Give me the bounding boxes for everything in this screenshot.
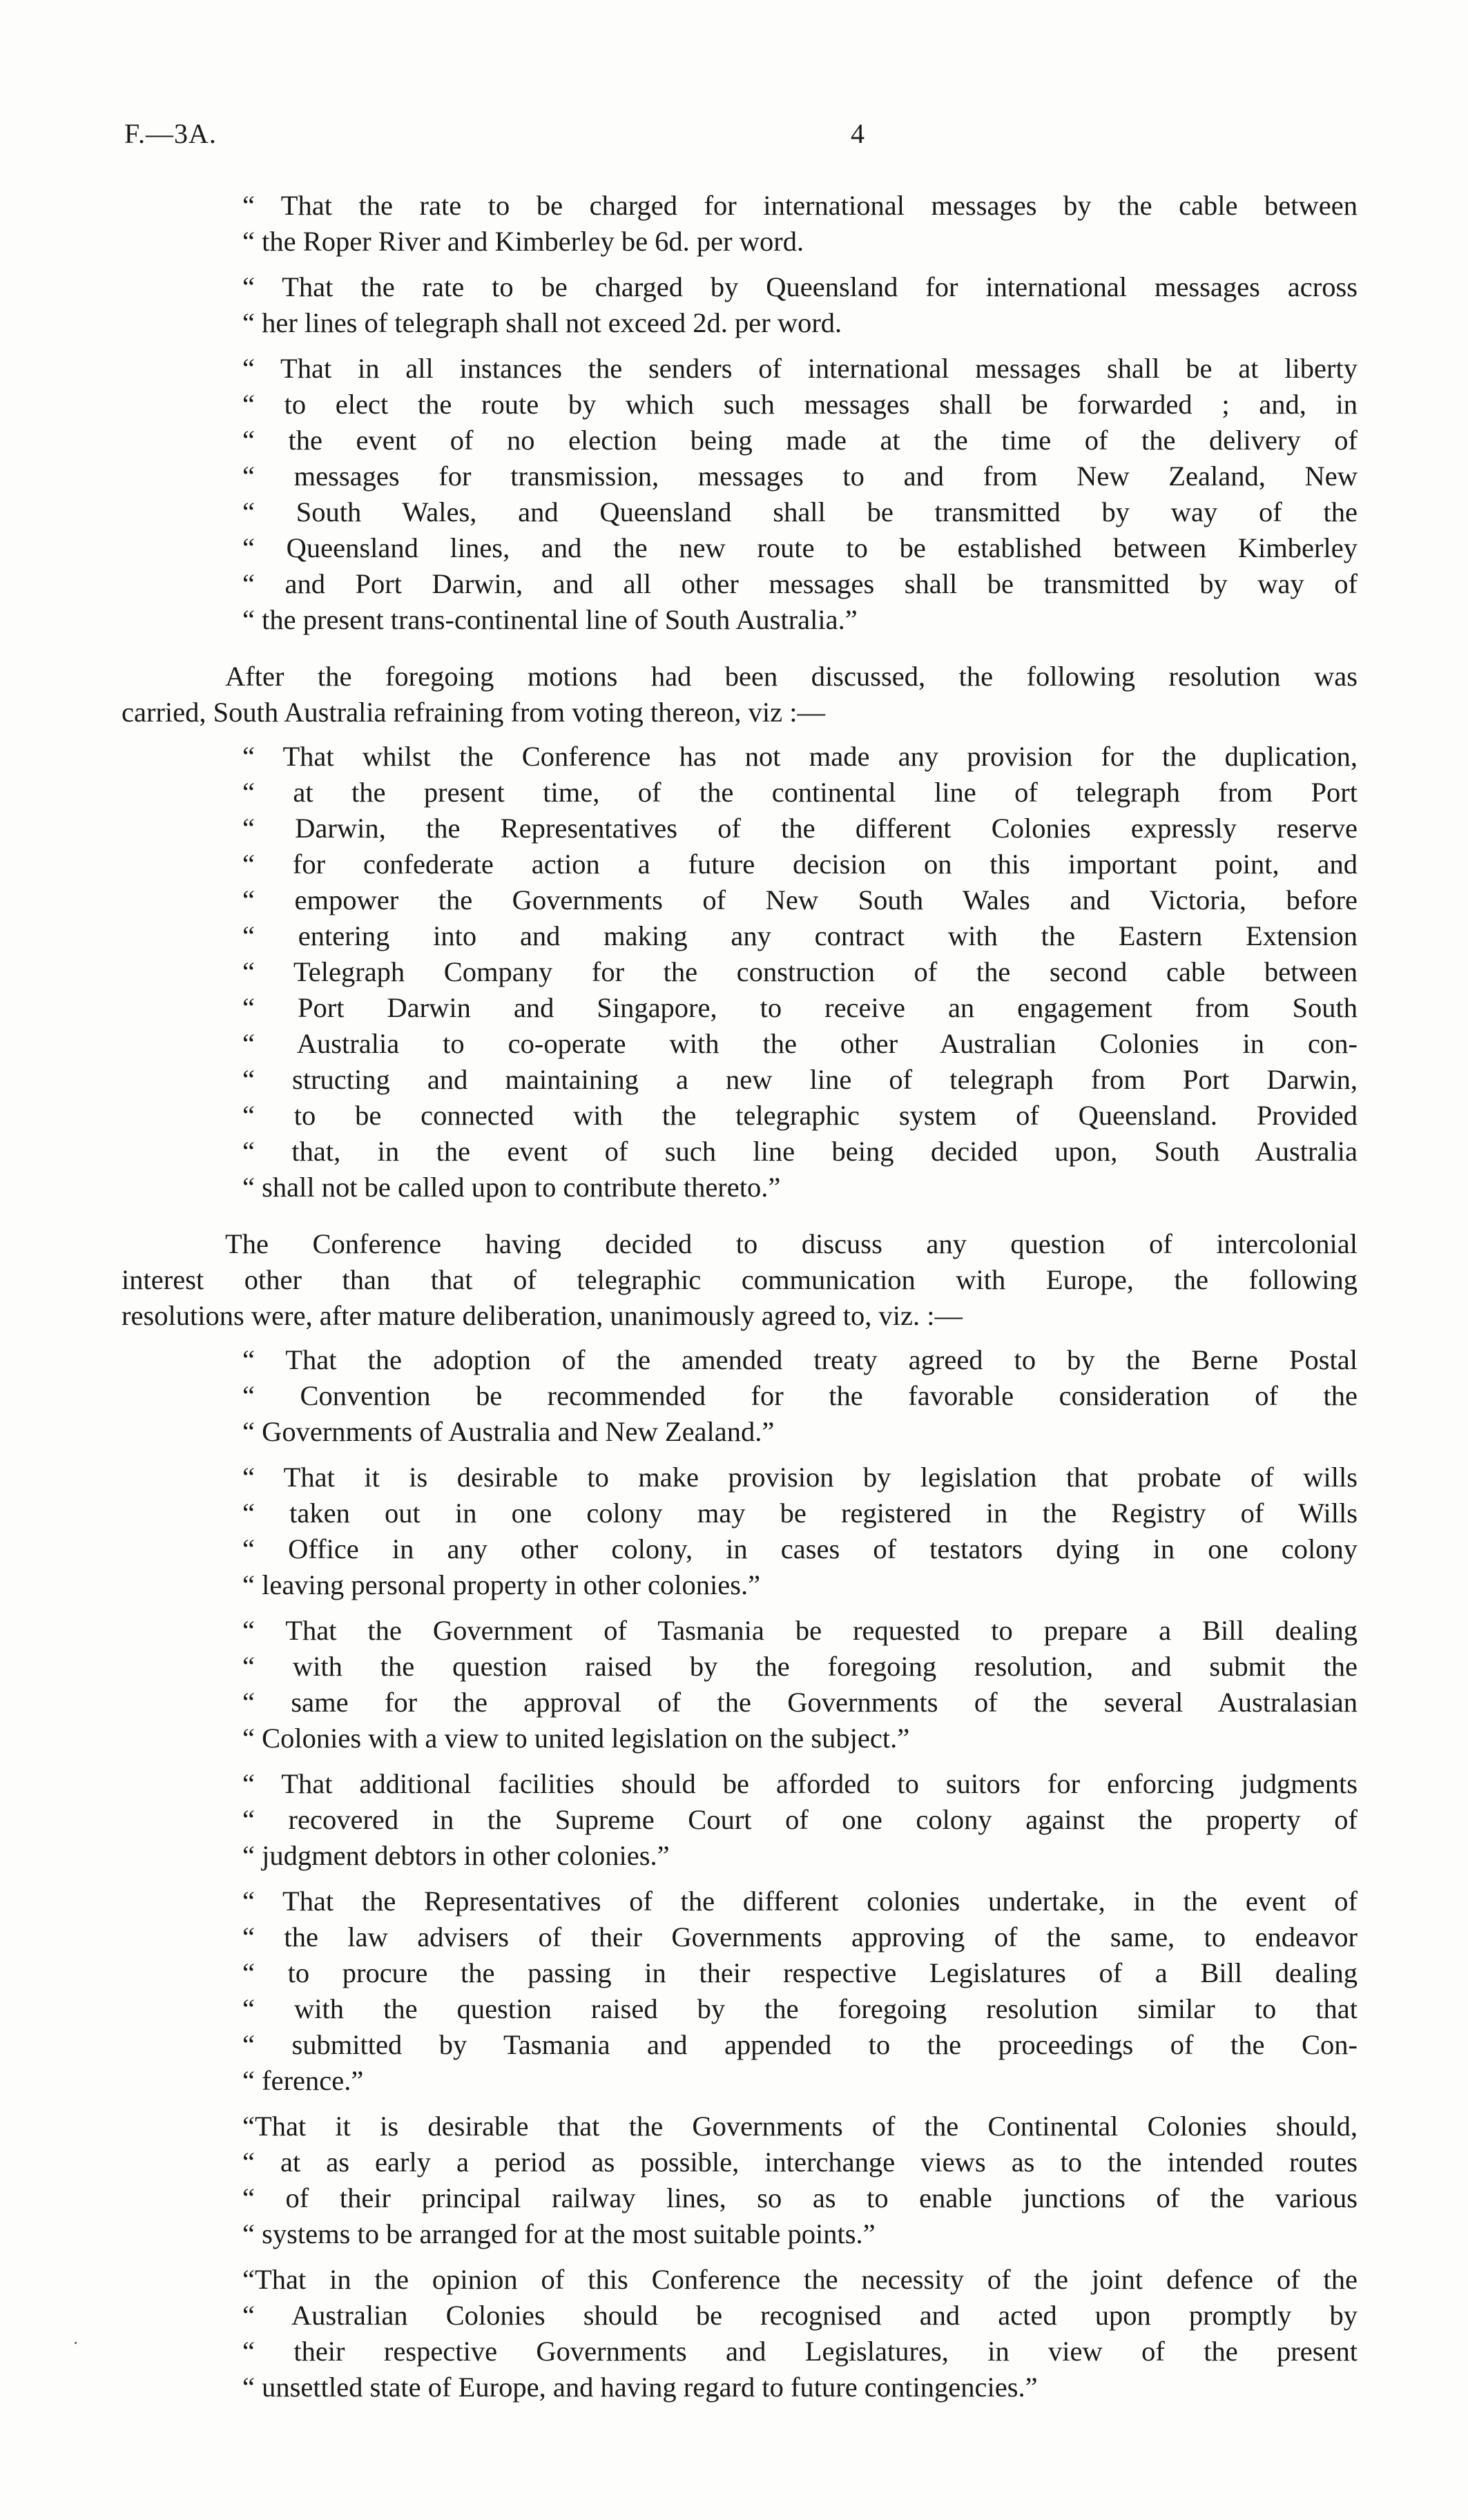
quoted-resolution [242,1613,1358,1756]
text-line: “ Darwin, the Representatives of the different Colonies expressly reserve [242,813,1358,844]
text-line: “ Colonies with a view to united legislation on the subject.” [242,1723,910,1754]
text-line: “ her lines of telegraph shall not exceed 2d. per word. [242,307,842,338]
quoted-resolution [242,2109,1358,2252]
text-line: “ of their principal railway lines, so as to enable junctions of the various [242,2182,1358,2213]
text-line: “ the present trans-continental line of South Australia.” [242,604,858,635]
text-line: “ for confederate action a future decision on this important point, and [242,849,1358,880]
text-line: “ empower the Governments of New South Wales and Victoria, before [242,884,1358,915]
text-line: “ to procure the passing in their respective Legislatures of a Bill dealing [242,1957,1358,1988]
text-line: “ That the adoption of the amended treaty agreed to by the Berne Postal [242,1344,1358,1375]
text-line: After the foregoing motions had been discussed, the following resolution was [225,661,1358,692]
text-line: “ Office in any other colony, in cases of testators dying in one colony [242,1533,1358,1564]
text-line: interest other than that of telegraphic communication with Europe, the following [122,1264,1358,1295]
text-line: “ Governments of Australia and New Zealand.” [242,1416,775,1447]
text-line: “ unsettled state of Europe, and having regard to future contingencies.” [242,2372,1038,2403]
text-line: “ leaving personal property in other colonies.” [242,1569,761,1600]
text-line: “ That the rate to be charged by Queensland for international messages across [242,271,1358,302]
text-line: “ That in all instances the senders of international messages shall be at liberty [242,353,1358,384]
text-line: “ That the Representatives of the different colonies undertake, in the event of [242,1886,1358,1917]
text-line: “ to be connected with the telegraphic system of Queensland. Provided [242,1100,1358,1131]
text-line: “ at the present time, of the continental line of telegraph from Port [242,777,1358,808]
text-line: “ Port Darwin and Singapore, to receive an engagement from South [242,992,1358,1023]
text-line: “ same for the approval of the Governments of the several Australasian [242,1687,1358,1718]
text-line: “ shall not be called upon to contribute thereto.” [242,1172,781,1203]
quoted-resolution [242,739,1358,1205]
text-line: “ their respective Governments and Legislatures, in view of the present [242,2336,1358,2367]
text-line: “ messages for transmission, messages to and from New Zealand, New [242,461,1358,492]
narrative-paragraph [122,659,1358,730]
text-line: “ judgment debtors in other colonies.” [242,1840,670,1871]
text-line: “ Queensland lines, and the new route to be established between Kimberley [242,532,1358,563]
text-line: “ to elect the route by which such messages shall be forwarded ; and, in [242,389,1358,420]
document-reference: F.—3A. [124,118,217,149]
quoted-resolution [242,351,1358,638]
quoted-resolution [242,1766,1358,1874]
text-line: “ ference.” [242,2065,364,2096]
document-body [122,188,1358,2415]
text-line: “ Convention be recommended for the favorable consideration of the [242,1380,1358,1411]
text-line: resolutions were, after mature deliberation, unanimously agreed to, viz. :— [122,1300,963,1331]
text-line: “ entering into and making any contract with the Eastern Extension [242,920,1358,951]
text-line: “ That whilst the Conference has not made any provision for the duplication, [242,741,1358,772]
text-line: “ That the Government of Tasmania be requested to prepare a Bill dealing [242,1615,1358,1646]
quoted-resolution [242,188,1358,260]
text-line: “ with the question raised by the foregoing resolution similar to that [242,1993,1358,2024]
text-line: “ the law advisers of their Governments approving of the same, to endeavor [242,1921,1358,1952]
text-line: “ the event of no election being made at the time of the delivery of [242,425,1358,456]
text-line: “ the Roper River and Kimberley be 6d. per word. [242,226,804,257]
text-line: “ and Port Darwin, and all other messages shall be transmitted by way of [242,568,1358,599]
text-line: “ South Wales, and Queensland shall be transmitted by way of the [242,496,1358,527]
text-line: “ Australian Colonies should be recognised and acted upon promptly by [242,2300,1358,2331]
text-line: “ Telegraph Company for the construction of the second cable between [242,956,1358,987]
paper-speck [75,2342,77,2344]
text-line: “ recovered in the Supreme Court of one colony against the property of [242,1804,1358,1835]
text-line: “ submitted by Tasmania and appended to the proceedings of the Con- [242,2029,1358,2060]
quoted-resolution [242,1342,1358,1450]
text-line: “ structing and maintaining a new line of telegraph from Port Darwin, [242,1064,1358,1095]
text-line: “ that, in the event of such line being decided upon, South Australia [242,1136,1358,1167]
text-line: “ That the rate to be charged for international messages by the cable between [242,190,1358,221]
text-line: “ with the question raised by the foregoing resolution, and submit the [242,1651,1358,1682]
text-line: The Conference having decided to discuss any question of intercolonial [225,1228,1358,1259]
quoted-resolution [242,2262,1358,2405]
page-number: 4 [851,118,865,149]
text-line: “ taken out in one colony may be registered in the Registry of Wills [242,1498,1358,1529]
text-line: carried, South Australia refraining from voting thereon, viz :— [122,697,825,728]
text-line: “That in the opinion of this Conference the necessity of the joint defence of the [242,2264,1358,2295]
quoted-resolution [242,1460,1358,1603]
text-line: “ Australia to co-operate with the other Australian Colonies in con- [242,1028,1358,1059]
page-header [124,117,1367,159]
text-line: “ That additional facilities should be afforded to suitors for enforcing judgments [242,1768,1358,1799]
quoted-resolution [242,1883,1358,2099]
text-line: “That it is desirable that the Governments of the Continental Colonies should, [242,2111,1358,2142]
narrative-paragraph [122,1226,1358,1334]
quoted-resolution [242,269,1358,341]
text-line: “ at as early a period as possible, interchange views as to the intended routes [242,2146,1358,2178]
text-line: “ systems to be arranged for at the most suitable points.” [242,2218,876,2249]
text-line: “ That it is desirable to make provision by legislation that probate of wills [242,1462,1358,1493]
